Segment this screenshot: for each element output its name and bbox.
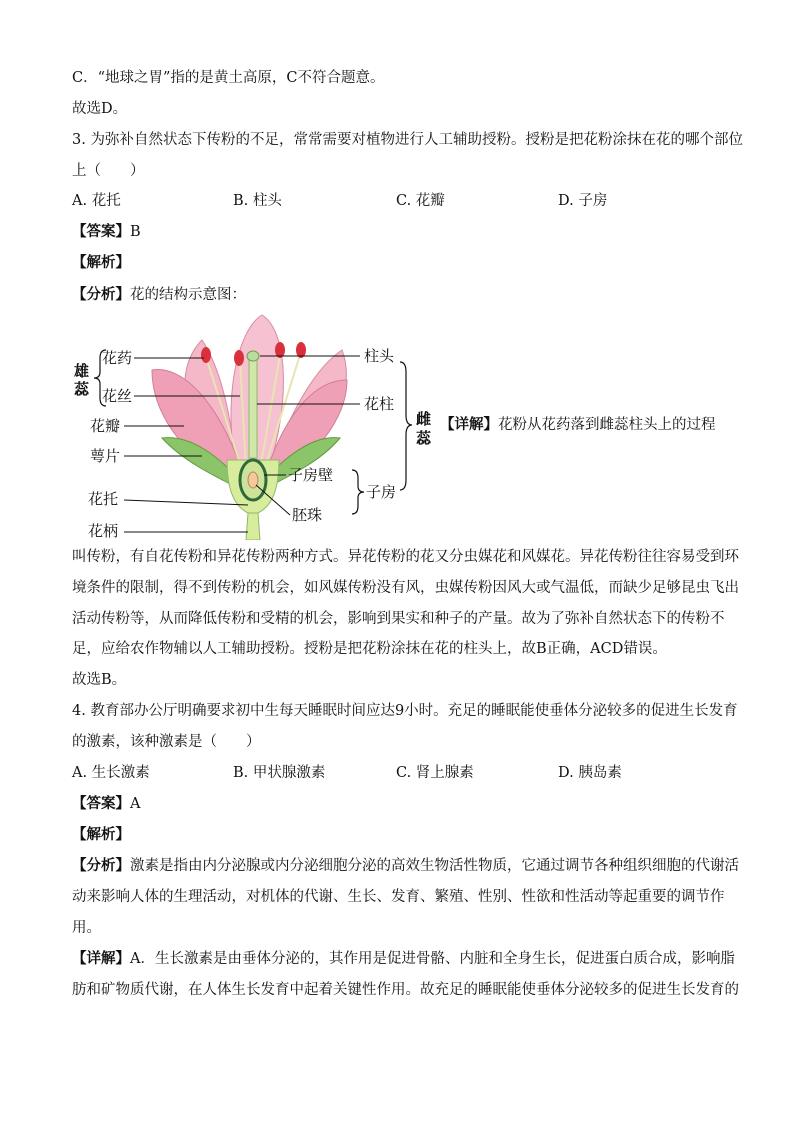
answer-line [72, 794, 140, 814]
label-pistil [416, 410, 434, 448]
question-4-stem-cont: 的激素，该种激素是（ ） [72, 734, 261, 750]
label-pedicel: 花柄 [88, 522, 119, 540]
label-receptacle: 花托 [88, 490, 119, 508]
label-sepal: 萼片 [90, 447, 121, 465]
label-ovary: 子房 [366, 483, 397, 501]
flower-structure-diagram [72, 310, 412, 540]
analysis-line [72, 285, 246, 305]
label-style: 花柱 [364, 395, 395, 413]
text-line: 足，应给农作物辅以人工辅助授粉。授粉是把花粉涂抹在花的柱头上，故B正确，ACD错误。 [72, 641, 667, 657]
stalk [246, 513, 260, 540]
text-line: 故选B。 [72, 672, 127, 688]
text-line: C．“地球之胃”指的是黄土高原，C不符合题意。 [72, 70, 385, 86]
detail-tag: 【详解】 [72, 950, 130, 967]
option-d: D. 子房 [558, 193, 608, 209]
text-line: 境条件的限制，得不到传粉的机会，如风媒传粉没有风，虫媒传粉因风大或气温低，而缺少足够昆虫飞出 [72, 580, 739, 596]
anther [201, 347, 211, 363]
analysis-line [72, 856, 739, 876]
option-b: B. 甲状腺激素 [233, 765, 326, 781]
label-stamen-2: 蕊 [74, 380, 90, 398]
analysis-text: 花的结构示意图： [130, 287, 246, 303]
option-c: C. 花瓣 [396, 193, 445, 209]
detail-text: A．生长激素是由垂体分泌的，其作用是促进骨骼、内脏和全身生长，促进蛋白质合成，影响脂 [130, 951, 735, 967]
question-3-stem-cont: 上（ ） [72, 163, 145, 179]
detail-tag: 【详解】 [440, 416, 498, 433]
option-c: C. 肾上腺素 [396, 765, 474, 781]
option-a: A. 花托 [72, 193, 121, 209]
question-3-stem: 3. 为弥补自然状态下传粉的不足，常常需要对植物进行人工辅助授粉。授粉是把花粉涂抹在花的哪个部位 [72, 132, 743, 148]
label-pistil-2: 蕊 [416, 429, 432, 447]
text-line: 活动传粉等，从而降低传粉和受精的机会，影响到果实和种子的产量。故为了弥补自然状态下的传粉不 [72, 611, 725, 627]
text-line: 叫传粉，有自花传粉和异花传粉两种方式。异花传粉的花又分虫媒花和风媒花。异花传粉往往容易受到环 [72, 549, 739, 565]
label-stamen-1: 雄 [74, 362, 90, 380]
answer-tag: 【答案】 [72, 223, 130, 240]
detail-line [72, 949, 735, 969]
analysis-tag: 【分析】 [72, 286, 130, 303]
style [249, 358, 257, 458]
anther [234, 350, 244, 366]
option-b: B. 柱头 [233, 193, 282, 209]
label-ovary-wall: 子房壁 [288, 466, 334, 484]
detail-line [440, 415, 716, 435]
text-line: 动来影响人体的生理活动，对机体的代谢、生长、发育、繁殖、性别、性欲和性活动等起重要的调节作 [72, 889, 725, 905]
stigma [247, 351, 259, 361]
label-filament: 花丝 [102, 387, 133, 405]
option-a: A. 生长激素 [72, 765, 150, 781]
answer-tag: 【答案】 [72, 795, 130, 812]
label-ovule: 胚珠 [292, 506, 323, 524]
text-line: 用。 [72, 920, 101, 936]
analysis-text: 激素是指由内分泌腺或内分泌细胞分泌的高效生物活性物质，它通过调节各种组织细胞的代谢活 [130, 858, 739, 874]
label-anther: 花药 [102, 349, 133, 367]
analysis-heading: 【解析】 [72, 826, 130, 843]
analysis-tag: 【分析】 [72, 857, 130, 874]
label-stigma: 柱头 [364, 347, 395, 365]
text-line: 故选D。 [72, 101, 128, 117]
text-line: 肪和矿物质代谢，在人体生长发育中起着关键性作用。故充足的睡眠能使垂体分泌较多的促进生长发育的 [72, 982, 739, 998]
answer-value: B [130, 224, 141, 240]
label-petal: 花瓣 [90, 417, 121, 435]
answer-line [72, 222, 141, 242]
option-d: D. 胰岛素 [558, 765, 622, 781]
label-pistil-1: 雌 [416, 410, 432, 428]
analysis-heading: 【解析】 [72, 254, 130, 271]
question-4-stem: 4. 教育部办公厅明确要求初中生每天睡眠时间应达9小时。充足的睡眠能使垂体分泌较多的促进生长发育 [72, 703, 738, 719]
detail-text: 花粉从花药落到雌蕊柱头上的过程 [498, 417, 716, 433]
answer-value: A [130, 796, 141, 812]
